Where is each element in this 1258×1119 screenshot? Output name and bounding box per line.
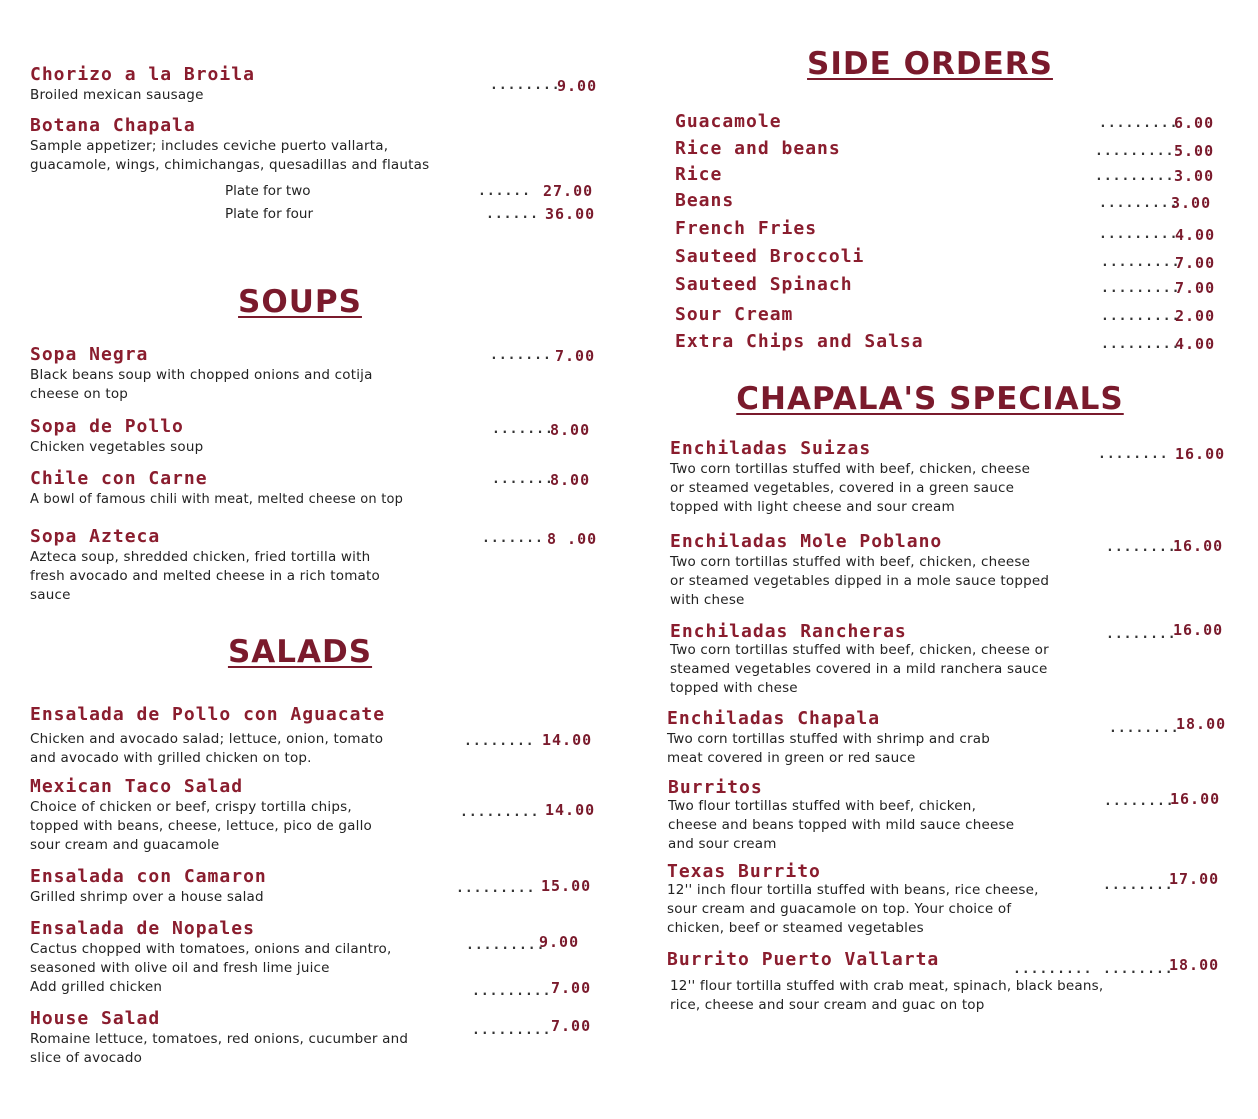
menu-item-ensalada-de-nopales <box>30 918 605 997</box>
item-description: Two corn tortillas stuffed with beef, chicken, cheese or steamed vegetables, covered in a green sauce topped with light cheese and sour cream <box>670 461 1031 515</box>
item-name: Enchiladas Rancheras <box>670 621 907 642</box>
item-price: 16.00 <box>1175 445 1226 463</box>
price-leader: ......... <box>466 938 546 953</box>
item-description: Broiled mexican sausage <box>30 87 204 103</box>
item-description: 12'' flour tortilla stuffed with crab meat, spinach, black beans, rice, cheese and sour cream and guac on top <box>670 978 1104 1013</box>
item-price: 8.00 <box>550 421 591 439</box>
item-name: Chile con Carne <box>30 468 208 489</box>
menu-item-house-salad <box>30 1008 605 1068</box>
item-price: 18.00 <box>1169 956 1220 974</box>
item-price: 16.00 <box>1170 790 1221 808</box>
item-price: 6.00 <box>1174 114 1215 132</box>
addon-label: Add grilled chicken <box>30 979 163 995</box>
item-name: Sopa Azteca <box>30 526 161 547</box>
price-leader: ......... <box>472 1023 552 1038</box>
section-heading-soups: SOUPS <box>238 284 362 320</box>
menu-item-ensalada-de-pollo <box>30 704 605 768</box>
item-name: Chorizo a la Broila <box>30 64 255 85</box>
item-description: A bowl of famous chili with meat, melted cheese on top <box>30 492 404 507</box>
side-item <box>675 274 1230 296</box>
price-leader: ......... <box>1101 309 1181 324</box>
price-leader: ........ <box>1104 794 1175 809</box>
menu-item-sopa-azteca <box>30 526 605 605</box>
item-name: Sopa de Pollo <box>30 416 184 437</box>
item-description: Two corn tortillas stuffed with beef, chicken, cheese or steamed vegetables covered in a mild ranchera sauce topped with chese <box>670 642 1049 696</box>
item-description: Two flour tortillas stuffed with beef, chicken, cheese and beans topped with mild sauce cheese and sour cream <box>668 798 1015 852</box>
item-name: Enchiladas Chapala <box>667 708 881 729</box>
item-description: Azteca soup, shredded chicken, fried tortilla with fresh avocado and melted cheese in a rich tomato sauce <box>30 549 380 603</box>
item-name: Burritos <box>668 777 763 798</box>
item-description: Two corn tortillas stuffed with shrimp and crab meat covered in green or red sauce <box>667 731 990 766</box>
right-column <box>665 0 1230 1119</box>
side-item <box>675 190 1230 212</box>
item-name: Burrito Puerto Vallarta <box>667 949 940 970</box>
price-leader: ......... <box>1099 227 1179 242</box>
price-leader: ......... <box>472 984 552 999</box>
item-price: 7.00 <box>555 347 596 365</box>
menu-item-chile-con-carne <box>30 468 605 509</box>
price-leader: ......... <box>456 881 536 896</box>
item-name: Ensalada de Nopales <box>30 918 255 939</box>
item-price: 8.00 <box>550 471 591 489</box>
item-price: 9.00 <box>539 933 580 951</box>
item-price: 16.00 <box>1173 621 1224 639</box>
left-column <box>30 0 605 1119</box>
menu-item-chorizo <box>30 64 605 105</box>
item-name: Beans <box>675 190 735 211</box>
price-leader: ......... <box>1095 144 1175 159</box>
item-price: 3.00 <box>1171 194 1212 212</box>
price-leader: ........ <box>1103 878 1174 893</box>
price-leader: ......... <box>1099 196 1179 211</box>
item-description: 12'' inch flour tortilla stuffed with beans, rice cheese, sour cream and guacamole on top. Your choice of chicken, beef or steamed vegetables <box>667 882 1039 936</box>
item-price: 14.00 <box>542 731 593 749</box>
item-name: Texas Burrito <box>667 861 821 882</box>
price-leader: ........ <box>490 78 561 93</box>
item-description: Romaine lettuce, tomatoes, red onions, cucumber and slice of avocado <box>30 1031 409 1066</box>
section-heading-side-orders: SIDE ORDERS <box>807 46 1053 82</box>
item-price: 17.00 <box>1169 870 1220 888</box>
price-leader: ......... <box>1099 116 1179 131</box>
addon-price: 7.00 <box>551 979 592 997</box>
menu-item-burrito-puerto-vallarta <box>667 949 1230 1015</box>
menu-item-botana-chapala <box>30 115 605 223</box>
side-item <box>675 111 1230 133</box>
option-price: 36.00 <box>545 205 596 223</box>
price-leader: ........ <box>1103 962 1174 977</box>
price-leader: ........ <box>1098 447 1169 462</box>
side-item <box>675 138 1230 160</box>
price-leader: ....... <box>492 422 554 437</box>
side-item <box>675 218 1230 244</box>
item-description: Chicken and avocado salad; lettuce, onion, tomato and avocado with grilled chicken on top. <box>30 731 384 766</box>
item-price: 7.00 <box>1175 279 1216 297</box>
menu-item-mexican-taco-salad <box>30 776 605 855</box>
menu-item-sopa-negra <box>30 344 605 404</box>
price-leader: ......... <box>1095 169 1175 184</box>
price-leader: ......... <box>1101 337 1181 352</box>
side-item <box>675 246 1230 272</box>
item-name: Rice and beans <box>675 138 841 159</box>
option-price: 27.00 <box>543 182 594 200</box>
item-price: 4.00 <box>1175 226 1216 244</box>
item-name: Sauteed Spinach <box>675 274 853 295</box>
item-description: Sample appetizer; includes ceviche puerto vallarta, guacamole, wings, chimichangas, quesadillas and flautas <box>30 138 430 173</box>
menu-item-burritos <box>668 777 1230 854</box>
item-name: Extra Chips and Salsa <box>675 331 924 352</box>
item-description: Cactus chopped with tomatoes, onions and cilantro, seasoned with olive oil and fresh lime juice <box>30 941 392 976</box>
side-item <box>675 331 1230 353</box>
price-leader: ....... <box>482 531 544 546</box>
item-price: 4.00 <box>1175 335 1216 353</box>
item-price: 16.00 <box>1173 537 1224 555</box>
item-price: 15.00 <box>541 877 592 895</box>
section-heading-specials: CHAPALA'S SPECIALS <box>736 381 1124 417</box>
menu-item-enchiladas-rancheras <box>670 621 1230 698</box>
price-leader: ...... <box>486 207 539 222</box>
item-price: 9.00 <box>557 77 598 95</box>
item-name: Guacamole <box>675 111 782 132</box>
side-item <box>675 304 1230 326</box>
item-name: Sour Cream <box>675 304 794 325</box>
item-name: French Fries <box>675 218 818 239</box>
item-price: 8 .00 <box>547 530 598 548</box>
item-price: 7.00 <box>551 1017 592 1035</box>
item-price: 18.00 <box>1176 715 1227 733</box>
price-leader: ......... <box>1013 962 1093 977</box>
item-name: Enchiladas Suizas <box>670 438 872 459</box>
item-description: Chicken vegetables soup <box>30 439 204 455</box>
price-leader: ....... <box>490 348 552 363</box>
item-name: Rice <box>675 164 723 185</box>
price-leader: ........ <box>1106 627 1177 642</box>
menu-item-enchiladas-mole-poblano <box>670 531 1230 610</box>
item-price: 2.00 <box>1175 307 1216 325</box>
price-leader: ........ <box>1106 540 1177 555</box>
section-heading-salads: SALADS <box>227 634 373 670</box>
item-description: Two corn tortillas stuffed with beef, chicken, cheese or steamed vegetables dipped in a mole sauce topped with chese <box>670 554 1050 608</box>
menu-item-texas-burrito <box>667 861 1230 938</box>
item-name: Enchiladas Mole Poblano <box>670 531 943 552</box>
item-price: 7.00 <box>1175 254 1216 272</box>
item-description: Choice of chicken or beef, crispy tortilla chips, topped with beans, cheese, lettuce, pico de gallo sour cream and guacamole <box>30 799 372 853</box>
item-price: 3.00 <box>1174 167 1215 185</box>
item-name: Ensalada de Pollo con Aguacate <box>30 704 386 725</box>
item-name: Botana Chapala <box>30 115 196 136</box>
side-item <box>675 164 1230 186</box>
option-label: Plate for two <box>225 183 311 199</box>
item-name: House Salad <box>30 1008 161 1029</box>
menu-item-sopa-de-pollo <box>30 416 605 457</box>
price-leader: ...... <box>478 184 531 199</box>
price-leader: ......... <box>1101 255 1181 270</box>
price-leader: ....... <box>492 472 554 487</box>
item-price: 5.00 <box>1174 142 1215 160</box>
price-leader: ......... <box>460 805 540 820</box>
item-name: Ensalada con Camaron <box>30 866 267 887</box>
option-label: Plate for four <box>225 206 314 222</box>
menu-item-ensalada-con-camaron <box>30 866 605 907</box>
menu-item-enchiladas-chapala <box>667 708 1230 768</box>
price-leader: ........ <box>464 734 535 749</box>
price-leader: ........ <box>1109 721 1180 736</box>
price-leader: ......... <box>1101 281 1181 296</box>
item-description: Black beans soup with chopped onions and cotija cheese on top <box>30 367 373 402</box>
item-name: Sopa Negra <box>30 344 149 365</box>
item-name: Mexican Taco Salad <box>30 776 244 797</box>
item-name: Sauteed Broccoli <box>675 246 865 267</box>
menu-item-enchiladas-suizas <box>670 438 1230 517</box>
item-description: Grilled shrimp over a house salad <box>30 889 264 905</box>
item-price: 14.00 <box>545 801 596 819</box>
